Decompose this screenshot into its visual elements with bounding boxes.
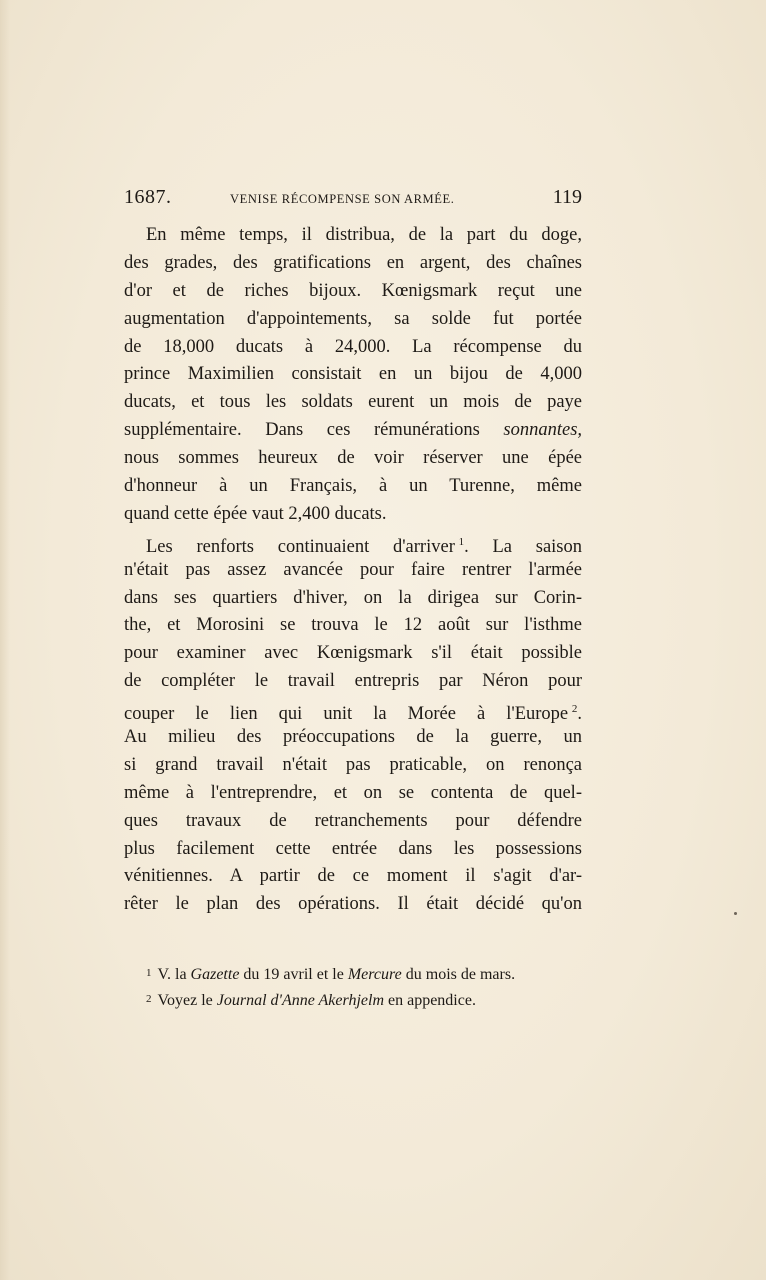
italic-word: sonnantes, — [503, 420, 582, 441]
text-segment: . La saison — [464, 536, 582, 557]
text-line: si grand travail n'était pas praticable, on renonça — [124, 754, 582, 775]
text-line — [124, 529, 582, 557]
text-line: d'or et de riches bijoux. Kœnigsmark reçut une — [124, 280, 582, 301]
footnote-ref-2[interactable]: 2 — [571, 703, 578, 716]
footnote-text: du mois de mars. — [405, 966, 516, 983]
footnote-text: Voyez le — [157, 992, 213, 1009]
footnote-ref-1[interactable]: 1 — [458, 535, 465, 548]
text-line: n'était pas assez avancée pour faire rentrer l'armée — [124, 559, 582, 580]
footnote-text: du 19 avril et le — [243, 966, 344, 983]
text-line: de 18,000 ducats à 24,000. La récompense du — [124, 336, 582, 357]
text-segment: couper le lien qui unit la Morée à l'Europe — [124, 704, 569, 725]
text-line: vénitiennes. A partir de ce moment il s'agit d'ar- — [124, 866, 582, 887]
footnote-number: 1 — [146, 967, 152, 979]
text-segment: . — [577, 704, 582, 725]
footnote-italic: Journal d'Anne Akerhjelm — [216, 992, 384, 1009]
footnote-italic: Gazette — [190, 966, 240, 983]
footnote-italic: Mercure — [347, 966, 402, 983]
text-line: d'honneur à un Français, à un Turenne, même — [124, 476, 582, 497]
page-number: 119 — [552, 186, 582, 208]
text-line: the, et Morosini se trouva le 12 août sur l'isthme — [124, 615, 582, 636]
text-line: En même temps, il distribua, de la part du doge, — [146, 225, 582, 245]
header-title: VENISE RÉCOMPENSE SON ARMÉE. — [230, 192, 455, 206]
text-line: Au milieu des préoccupations de la guerre, un — [124, 727, 582, 748]
footnote-2 — [146, 986, 586, 1012]
footnotes — [146, 960, 586, 1012]
body-text — [124, 222, 582, 919]
text-segment: Les renforts continuaient d'arriver — [146, 536, 455, 557]
text-line: plus facilement cette entrée dans les possessions — [124, 838, 582, 859]
text-line: nous sommes heureux de voir réserver une épée — [124, 448, 582, 469]
footnote-1 — [146, 960, 586, 986]
footnote-text: en appendice. — [388, 992, 476, 1009]
text-line: ducats, et tous les soldats eurent un mois de paye — [124, 392, 582, 413]
header-year: 1687. — [124, 186, 172, 208]
text-line: prince Maximilien consistait en un bijou de 4,000 — [124, 364, 582, 385]
text-line: dans ses quartiers d'hiver, on la dirigea sur Corin- — [124, 587, 582, 608]
page-edge-shadow — [0, 0, 10, 1280]
text-line — [124, 417, 582, 445]
text-line: des grades, des gratifications en argent, des chaînes — [124, 252, 582, 273]
text-segment: supplémentaire. Dans ces rémunérations — [124, 420, 480, 441]
text-line: augmentation d'appointements, sa solde fut portée — [124, 308, 582, 329]
running-header — [124, 186, 582, 218]
footnote-text: V. la — [157, 966, 187, 983]
text-line: quand cette épée vaut 2,400 ducats. — [124, 503, 387, 524]
text-line: même à l'entreprendre, et on se contenta de quel- — [124, 782, 582, 803]
footnote-number: 2 — [146, 993, 152, 1005]
text-line: rêter le plan des opérations. Il était décidé qu'on — [124, 894, 582, 915]
text-line — [124, 696, 582, 724]
text-line: de compléter le travail entrepris par Néron pour — [124, 671, 582, 692]
text-line: ques travaux de retranchements pour défendre — [124, 810, 582, 831]
paper-speck — [734, 912, 737, 915]
text-line: pour examiner avec Kœnigsmark s'il était possible — [124, 643, 582, 664]
